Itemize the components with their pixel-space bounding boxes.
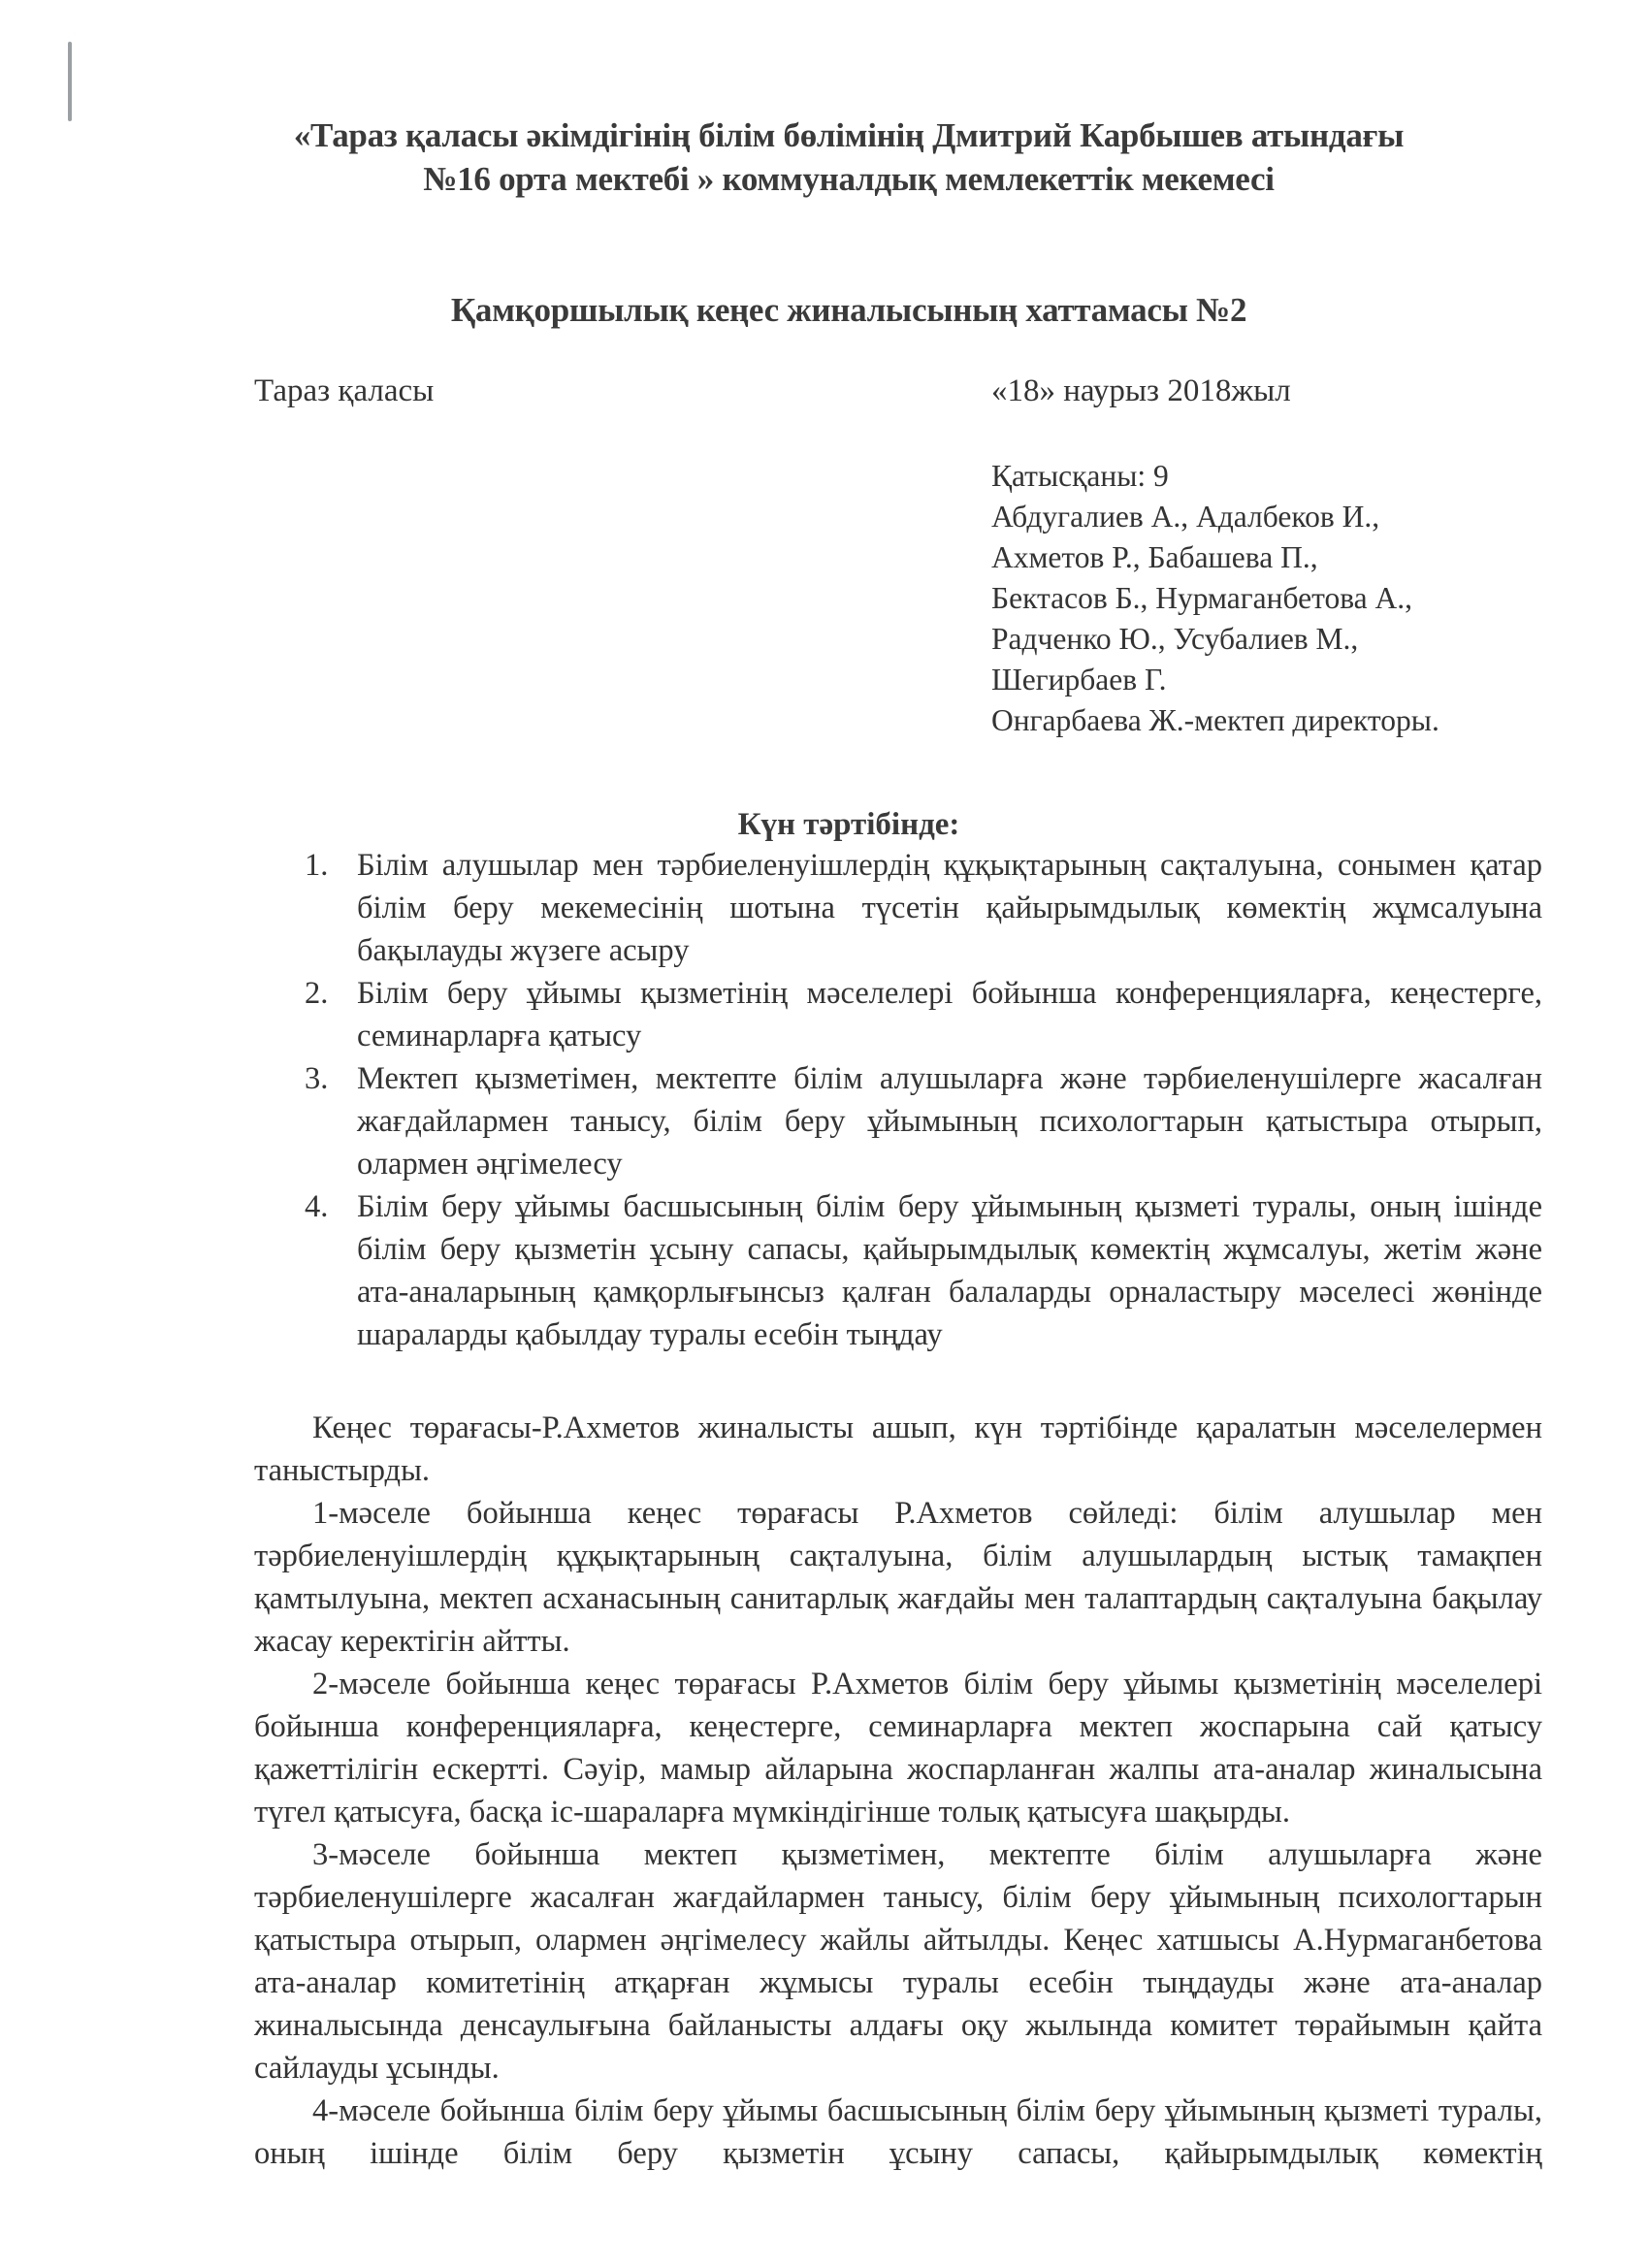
paragraph-issue-4: 4-мәселе бойынша білім беру ұйымы басшысының білім беру ұйымының қызметі туралы, оның ішінде білім беру қызметін ұсыну сапасы, қайырымдылық көмектің — [254, 2093, 1542, 2171]
attendees-count: Қатысқаны: 9 — [991, 459, 1169, 493]
attendee-line: Бектасов Б., Нурмаганбетова А., — [991, 581, 1413, 615]
attendee-line: Онгарбаева Ж.-мектеп директоры. — [991, 703, 1439, 737]
agenda-item-number: 4. — [305, 1189, 329, 1224]
paragraph-issue-1: 1-мәселе бойынша кеңес төрағасы Р.Ахметов сөйледі: білім алушылар мен тәрбиеленуішлердің құқықтарының сақталуына, білім алушылардың ыстық тамақпен қамтылуына, мектеп асханасының санитарлық жағдайы мен талаптардың сақталуына бақылау жасау керектігін айтты. — [254, 1496, 1542, 1659]
agenda-item — [291, 844, 1542, 972]
paragraph-opening: Кеңес төрағасы-Р.Ахметов жиналысты ашып, күн тәртібінде қаралатын мәселелермен таныстырды. — [254, 1410, 1542, 1488]
institution-header-line-1: «Тараз қаласы әкімдігінің білім бөлімінің Дмитрий Карбышев атындағы — [293, 116, 1405, 154]
agenda-item — [291, 1185, 1542, 1356]
agenda-item — [291, 1057, 1542, 1185]
agenda-item-text: Мектеп қызметімен, мектепте білім алушыларға және тәрбиеленушілерге жасалған жағдайлармен танысу, білім беру ұйымының психологтарын қатыстыра отырып, олармен әңгімелесу — [357, 1061, 1542, 1182]
agenda-item-number: 3. — [305, 1061, 329, 1096]
minutes-body — [254, 1407, 1542, 2175]
agenda-item-text: Білім беру ұйымы қызметінің мәселелері бойынша конференцияларға, кеңестерге, семинарларға қатысу — [357, 976, 1542, 1053]
agenda-item-text: Білім беру ұйымы басшысының білім беру ұйымының қызметі туралы, оның ішінде білім беру қызметін ұсыну сапасы, қайырымдылық көмектің жұмсалуы, жетім және ата-аналарының қамқорлығынсыз қалған балаларды орналастыру мәселесі жөнінде шараларды қабылдау туралы есебін тыңдау — [357, 1189, 1542, 1352]
agenda-item — [291, 972, 1542, 1057]
agenda-heading: Күн тәртібінде: — [737, 807, 960, 842]
attendee-line: Шегирбаев Г. — [991, 663, 1167, 697]
agenda-list — [291, 844, 1542, 1356]
document-title: Қамқоршылық кеңес жиналысының хаттамасы №2 — [450, 291, 1247, 329]
attendees-block — [991, 456, 1439, 741]
paragraph-issue-2: 2-мәселе бойынша кеңес төрағасы Р.Ахметов білім беру ұйымы қызметінің мәселелері бойынша конференцияларға, кеңестерге, семинарларға мектеп жоспарына сай қатысу қажеттілігін ескертті. Сәуір, мамыр айларына жоспарланған жалпы ата-аналар жиналысына түгел қатысуға, басқа іс-шараларға мүмкіндігінше толық қатысуға шақырды. — [254, 1667, 1542, 1830]
scan-artifact-mark — [68, 42, 72, 121]
institution-header-line-2: №16 орта мектебі » коммуналдық мемлекеттік мекемесі — [423, 160, 1275, 198]
agenda-item-number: 2. — [305, 976, 329, 1011]
attendee-line: Абдугалиев А., Адалбеков И., — [991, 500, 1380, 534]
document-place: Тараз қаласы — [254, 373, 435, 408]
attendee-line: Ахметов Р., Бабашева П., — [991, 540, 1318, 574]
attendee-line: Радченко Ю., Усубалиев М., — [991, 622, 1359, 656]
agenda-item-number: 1. — [305, 848, 329, 883]
document-date: «18» наурыз 2018жыл — [991, 373, 1291, 408]
paragraph-issue-3: 3-мәселе бойынша мектеп қызметімен, мектепте білім алушыларға және тәрбиеленушілерге жасалған жағдайлармен танысу, білім беру ұйымының психологтарын қатыстыра отырып, олармен әңгімелесу жайлы айтылды. Кеңес хатшысы А.Нурмаганбетова ата-аналар комитетінің атқарған жұмысы туралы есебін тыңдауды және ата-аналар жиналысында денсаулығына байланысты алдағы оқу жылында комитет төрайымын қайта сайлауды ұсынды. — [254, 1837, 1542, 2086]
agenda-item-text: Білім алушылар мен тәрбиеленуішлердің құқықтарының сақталуына, сонымен қатар білім беру мекемесінің шотына түсетін қайырымдылық көмектің жұмсалуына бақылауды жүзеге асыру — [357, 848, 1542, 968]
